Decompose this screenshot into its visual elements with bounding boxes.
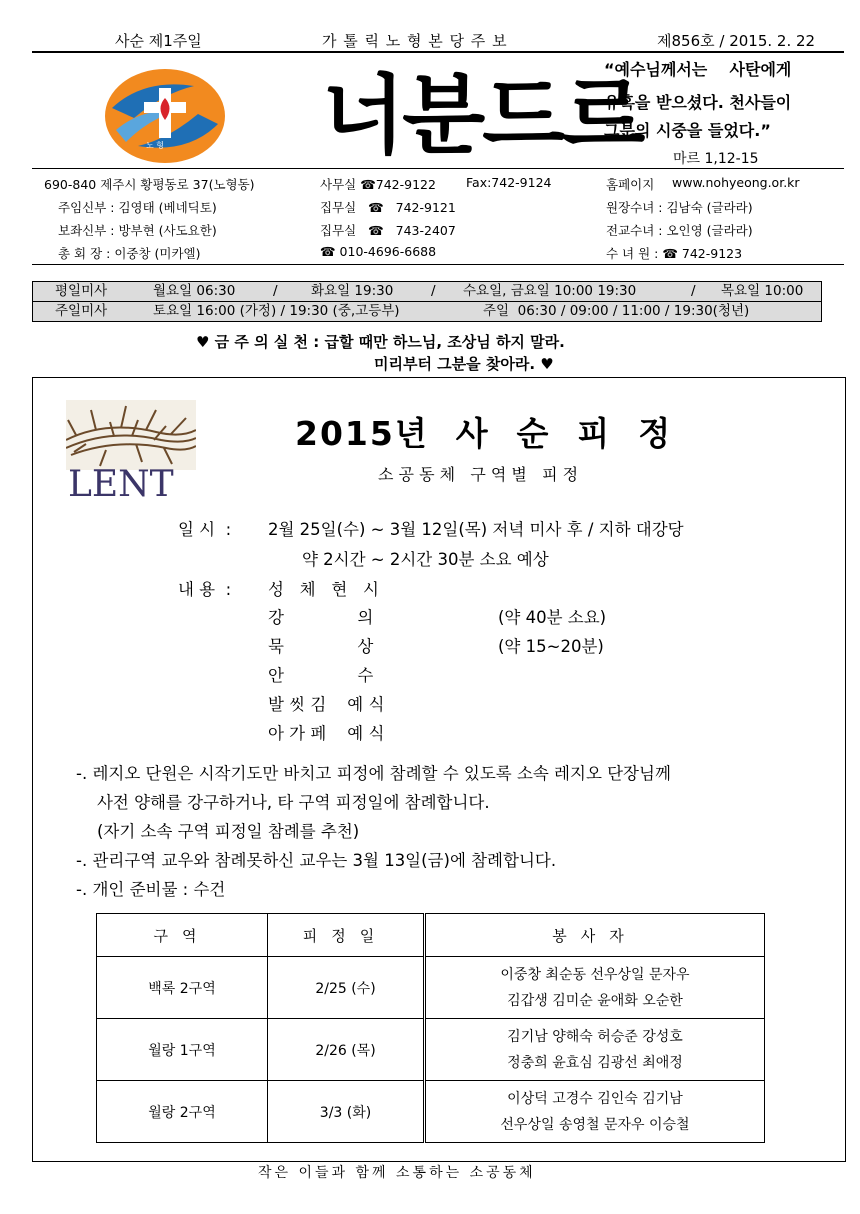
quote-line-3: 그분의 시중을 들었다.” <box>604 121 771 140</box>
note-line: -. 레지오 단원은 시작기도만 바치고 피정에 참례할 수 있도록 소속 레지오 단장님께 <box>76 764 671 783</box>
sunday-mass-label: 주일미사 <box>55 303 108 319</box>
weekday-mass-sep: / <box>273 283 278 299</box>
weekday-mass-wed-fri: 수요일, 금요일 10:00 19:30 <box>463 283 637 299</box>
district-cell: 월랑 1구역 <box>97 1019 268 1081</box>
weekday-mass-row <box>33 282 821 302</box>
volunteers-cell <box>425 1019 765 1081</box>
weekday-mass-mon: 월요일 06:30 <box>153 283 236 299</box>
content-item-note: (약 40분 소요) <box>498 608 607 627</box>
bulletin-name: 가 톨 릭 노 형 본 당 주 보 <box>322 32 508 50</box>
volunteers-cell <box>425 1081 765 1143</box>
retreat-schedule-table <box>96 913 765 1143</box>
content-item-note: (약 15~20분) <box>498 637 604 656</box>
president-phone: ☎ 010-4696-6688 <box>320 244 437 259</box>
header-district: 구역 <box>97 914 268 957</box>
table-row <box>97 1019 765 1081</box>
weekday-mass-sep: / <box>691 283 696 299</box>
schedule-line-1: 2월 25일(수) ~ 3월 12일(목) 저녁 미사 후 / 지하 대강당 <box>268 520 684 539</box>
volunteer-line: 김기남 양해숙 허승준 강성호 <box>507 1028 683 1045</box>
volunteers-cell <box>425 957 765 1019</box>
district-cell: 백록 2구역 <box>97 957 268 1019</box>
header-volunteers: 봉사자 <box>425 914 765 957</box>
content-item: 묵 상 <box>268 637 374 656</box>
schedule-line-2: 약 2시간 ~ 2시간 30분 소요 예상 <box>302 550 549 569</box>
sunday-mass-row <box>33 302 821 321</box>
volunteer-line: 선우상일 송영철 문자우 이승철 <box>500 1116 690 1133</box>
quote-reference: 마르 1,12-15 <box>673 151 759 167</box>
header-rule <box>32 51 844 53</box>
date-cell: 3/3 (화) <box>268 1081 425 1143</box>
header-date: 피정일 <box>268 914 425 957</box>
convent-phone: 수 녀 원 : ☎ 742-9123 <box>606 246 743 261</box>
content-label: 내 용 : <box>178 580 232 599</box>
volunteer-line: 정충희 윤효심 김광선 최애정 <box>507 1054 683 1071</box>
district-cell: 월랑 2구역 <box>97 1081 268 1143</box>
pastor-name: 주임신부 : 김영태 (베네딕토) <box>58 200 217 215</box>
footer-motto: 작은 이들과 함께 소통하는 소공동체 <box>258 1165 536 1181</box>
weekday-mass-tue: 화요일 19:30 <box>311 283 394 299</box>
homepage-link[interactable]: www.nohyeong.or.kr <box>672 175 800 190</box>
pastor-phone: 집무실 ☎ 742-9121 <box>320 200 456 215</box>
note-line: -. 개인 준비물 : 수건 <box>76 880 226 899</box>
content-item: 강 의 <box>268 608 374 627</box>
logo-text: 노 형 <box>146 141 164 150</box>
sunday-mass-sat: 토요일 16:00 (가정) / 19:30 (중,고등부) <box>153 303 400 319</box>
homepage-label: 홈페이지 <box>606 177 655 192</box>
assistant-priest: 보좌신부 : 방부현 (사도요한) <box>58 223 217 238</box>
lent-crown-of-thorns-image <box>66 400 196 500</box>
volunteer-line: 이상덕 고경수 김인숙 김기남 <box>507 1090 683 1107</box>
table-header-row <box>97 914 765 957</box>
head-nun: 원장수녀 : 김남숙 (글라라) <box>606 200 753 215</box>
note-line: -. 관리구역 교우와 참례못하신 교우는 3월 13일(금)에 참례합니다. <box>76 851 557 870</box>
table-row <box>97 957 765 1019</box>
week-label: 사순 제1주일 <box>115 32 202 50</box>
quote-line-1: “예수님께서는 사탄에게 <box>604 60 792 79</box>
practice-line-1: ♥ 금 주 의 실 천 : 급할 때만 하느님, 조상님 하지 말라. <box>196 333 565 351</box>
volunteer-line: 이중창 최순동 선우상일 문자우 <box>500 966 690 983</box>
retreat-title: 2015년 사 순 피 정 <box>295 414 673 453</box>
content-item: 아 가 페 예 식 <box>268 724 385 743</box>
parish-logo <box>104 68 226 164</box>
date-cell: 2/26 (목) <box>268 1019 425 1081</box>
weekday-mass-thu: 목요일 10:00 <box>721 283 804 299</box>
practice-line-2: 미리부터 그분을 찾아라. ♥ <box>374 355 554 373</box>
mass-schedule <box>32 281 822 322</box>
schedule-label: 일 시 : <box>178 520 232 539</box>
sunday-mass-sun: 주일 06:30 / 09:00 / 11:00 / 19:30(청년) <box>483 303 750 319</box>
table-row <box>97 1081 765 1143</box>
content-item: 안 수 <box>268 666 374 685</box>
office-phone: 사무실 ☎742-9122 <box>320 177 436 192</box>
masthead-title: 너분드르 <box>322 66 643 166</box>
assistant-phone: 집무실 ☎ 743-2407 <box>320 223 456 238</box>
lent-label: LENT <box>68 464 174 500</box>
note-line: (자기 소속 구역 피정일 참례를 추천) <box>76 822 360 841</box>
weekday-mass-label: 평일미사 <box>55 283 108 299</box>
date-cell: 2/25 (수) <box>268 957 425 1019</box>
council-president: 총 회 장 : 이중창 (미카엘) <box>58 246 201 261</box>
mission-nun: 전교수녀 : 오인영 (글라라) <box>606 223 753 238</box>
parish-address: 690-840 제주시 황평동로 37(노형동) <box>44 177 255 192</box>
retreat-subtitle: 소 공 동 체 구 역 별 피 정 <box>378 465 579 484</box>
volunteer-line: 김갑생 김미순 윤애화 오순한 <box>507 992 683 1009</box>
content-item: 성 체 현 시 <box>268 580 379 599</box>
note-line: 사전 양해를 강구하거나, 타 구역 피정일에 참례합니다. <box>76 793 490 812</box>
quote-line-2: 유혹을 받으셨다. 천사들이 <box>604 93 792 112</box>
issue-number: 제856호 / 2015. 2. 22 <box>657 32 816 50</box>
fax-number: Fax:742-9124 <box>466 175 552 190</box>
content-item: 발 씻 김 예 식 <box>268 695 385 714</box>
weekday-mass-sep: / <box>431 283 436 299</box>
